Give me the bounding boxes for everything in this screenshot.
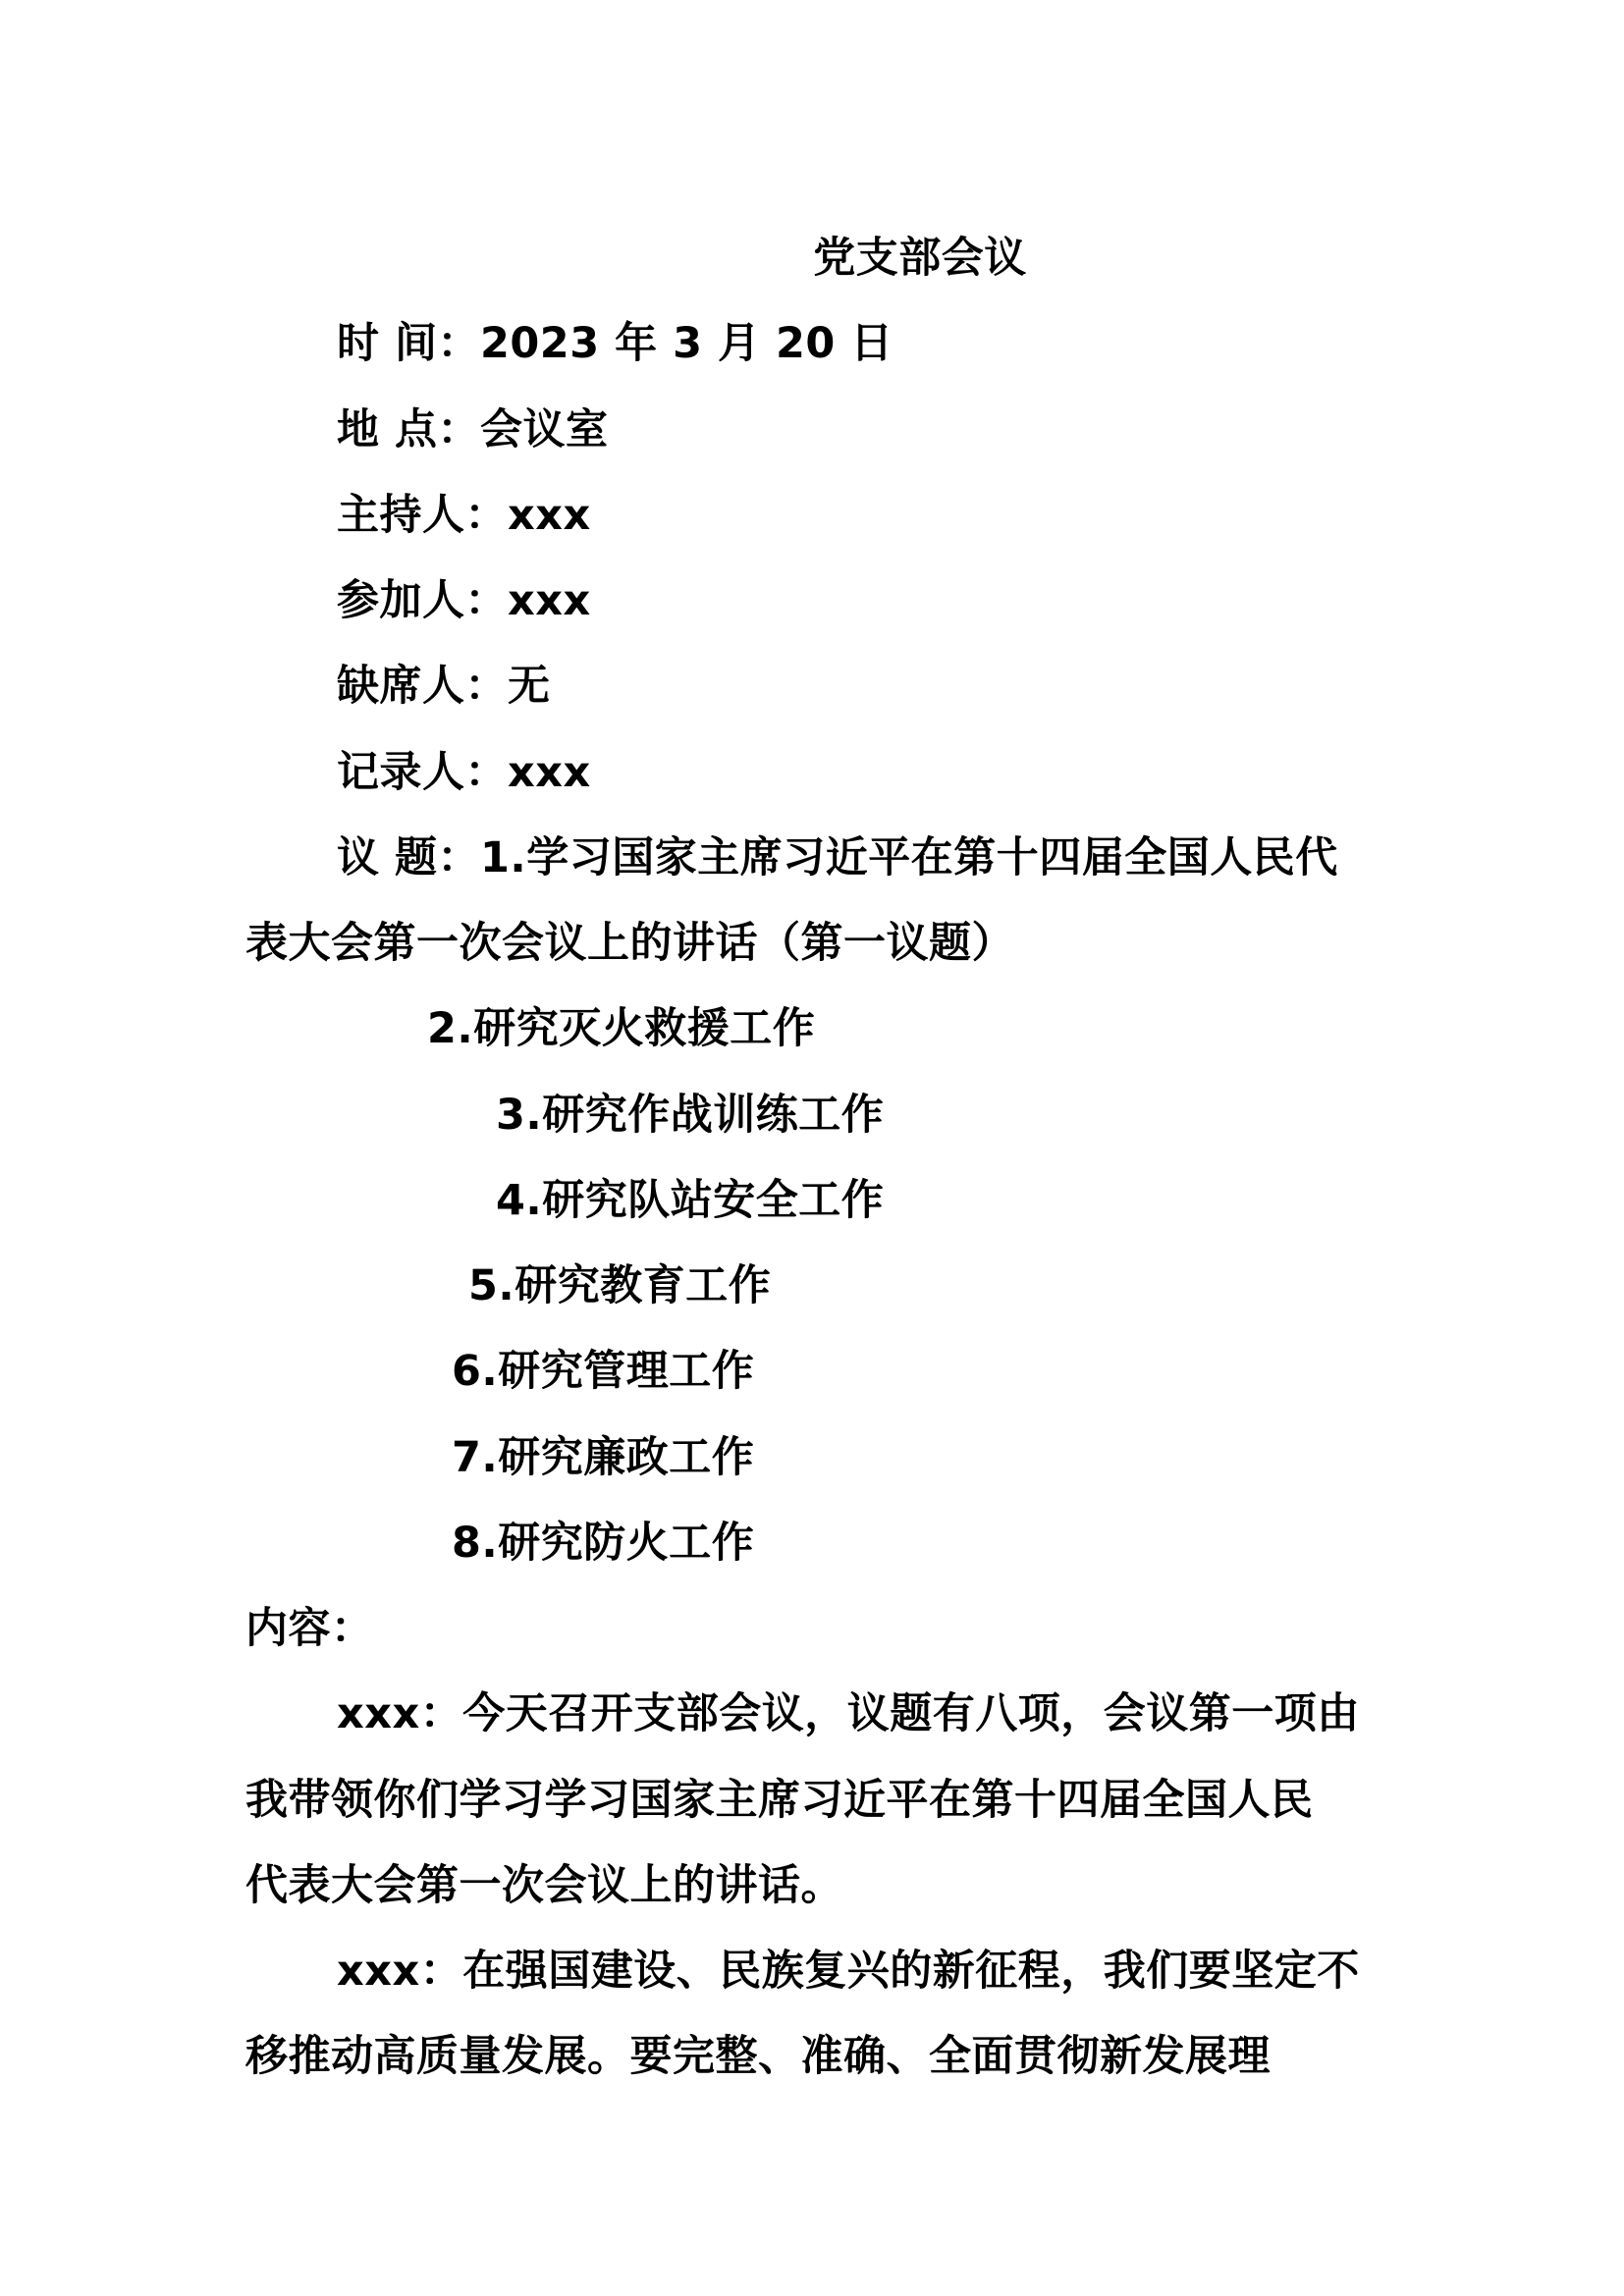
paragraph-line: 代表大会第一次会议上的讲话。 [245, 1861, 843, 1910]
meta-recorder: 记录人：xxx [337, 748, 591, 797]
paragraph-line: 我带领你们学习学习国家主席习近平在第十四届全国人民 [245, 1776, 1314, 1825]
meta-host: 主持人：xxx [337, 491, 591, 540]
agenda-item: 4.研究队站安全工作 [496, 1176, 885, 1225]
content-label: 内容： [245, 1604, 374, 1653]
agenda-item: 2.研究灭火救援工作 [427, 1004, 816, 1053]
agenda-item: 5.研究教育工作 [468, 1261, 772, 1310]
meta-absent: 缺席人：无 [337, 662, 551, 711]
paragraph-line: xxx：在强国建设、民族复兴的新征程，我们要坚定不 [337, 1947, 1360, 1996]
agenda-item: 6.研究管理工作 [452, 1347, 755, 1396]
agenda-line: 议 题：1.学习国家主席习近平在第十四届全国人民代 [337, 833, 1338, 882]
agenda-item: 3.研究作战训练工作 [496, 1091, 885, 1140]
page-title: 党支部会议 [813, 234, 1027, 283]
agenda-item: 7.研究廉政工作 [452, 1433, 755, 1482]
meta-place: 地 点：会议室 [337, 405, 609, 454]
agenda-line-continued: 表大会第一次会议上的讲话（第一议题） [245, 919, 1014, 968]
meta-time: 时 间：2023 年 3 月 20 日 [337, 319, 893, 368]
agenda-item: 8.研究防火工作 [452, 1519, 755, 1568]
meta-participants: 参加人：xxx [337, 576, 591, 625]
paragraph-line: xxx：今天召开支部会议，议题有八项，会议第一项由 [337, 1689, 1360, 1738]
paragraph-line: 移推动高质量发展。要完整、准确、全面贯彻新发展理 [245, 2032, 1271, 2081]
